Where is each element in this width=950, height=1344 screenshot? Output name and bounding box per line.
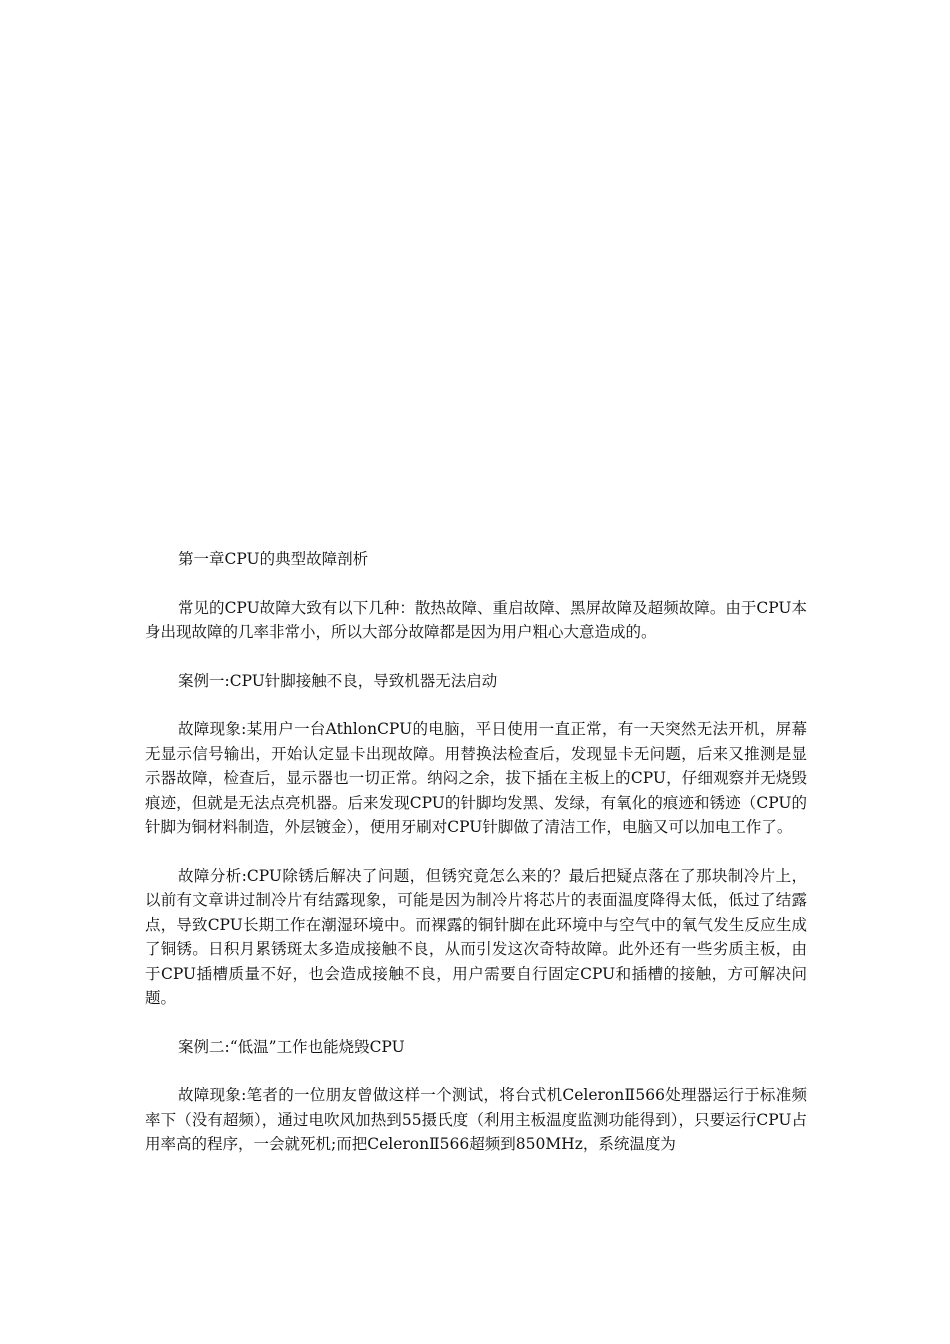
case-one-symptom: 故障现象:某用户一台AthlonCPU的电脑，平日使用一直正常，有一天突然无法开机，屏幕无显示信号输出，开始认定显卡出现故障。用替换法检查后，发现显卡无问题，后来又推测是显示器故障，检查后，显示器也一切正常。纳闷之余，拔下插在主板上的CPU，仔细观察并无烧毁痕迹，但就是无法点亮机器。后来发现CPU的针脚均发黑、发绿，有氧化的痕迹和锈迹（CPU的针脚为铜材料制造，外层镀金），便用牙刷对CPU针脚做了清洁工作，电脑又可以加电工作了。	[145, 720, 807, 836]
intro-paragraph: 常见的CPU故障大致有以下几种：散热故障、重启故障、黑屏故障及超频故障。由于CPU本身出现故障的几率非常小，所以大部分故障都是因为用户粗心大意造成的。	[145, 598, 807, 641]
case-one-title: 案例一:CPU针脚接触不良，导致机器无法启动	[178, 671, 498, 690]
chapter-title: 第一章CPU的典型故障剖析	[178, 550, 369, 568]
document-body	[145, 547, 807, 1181]
case-two-title: 案例二:“低温”工作也能烧毁CPU	[178, 1037, 405, 1056]
case-two-symptom: 故障现象:笔者的一位朋友曾做这样一个测试，将台式机CeleronⅡ566处理器运行于标准频率下（没有超频），通过电吹风加热到55摄氏度（利用主板温度监测功能得到），只要运行CPU占用率高的程序，一会就死机;而把CeleronⅡ566超频到850MHz，系统温度为	[145, 1086, 807, 1153]
case-one-analysis: 故障分析:CPU除锈后解决了问题，但锈究竟怎么来的？最后把疑点落在了那块制冷片上，以前有文章讲过制冷片有结露现象，可能是因为制冷片将芯片的表面温度降得太低，低过了结露点，导致CPU长期工作在潮湿环境中。而裸露的铜针脚在此环境中与空气中的氧气发生反应生成了铜锈。日积月累锈斑太多造成接触不良，从而引发这次奇特故障。此外还有一些劣质主板，由于CPU插槽质量不好，也会造成接触不良，用户需要自行固定CPU和插槽的接触，方可解决问题。	[145, 866, 807, 1007]
